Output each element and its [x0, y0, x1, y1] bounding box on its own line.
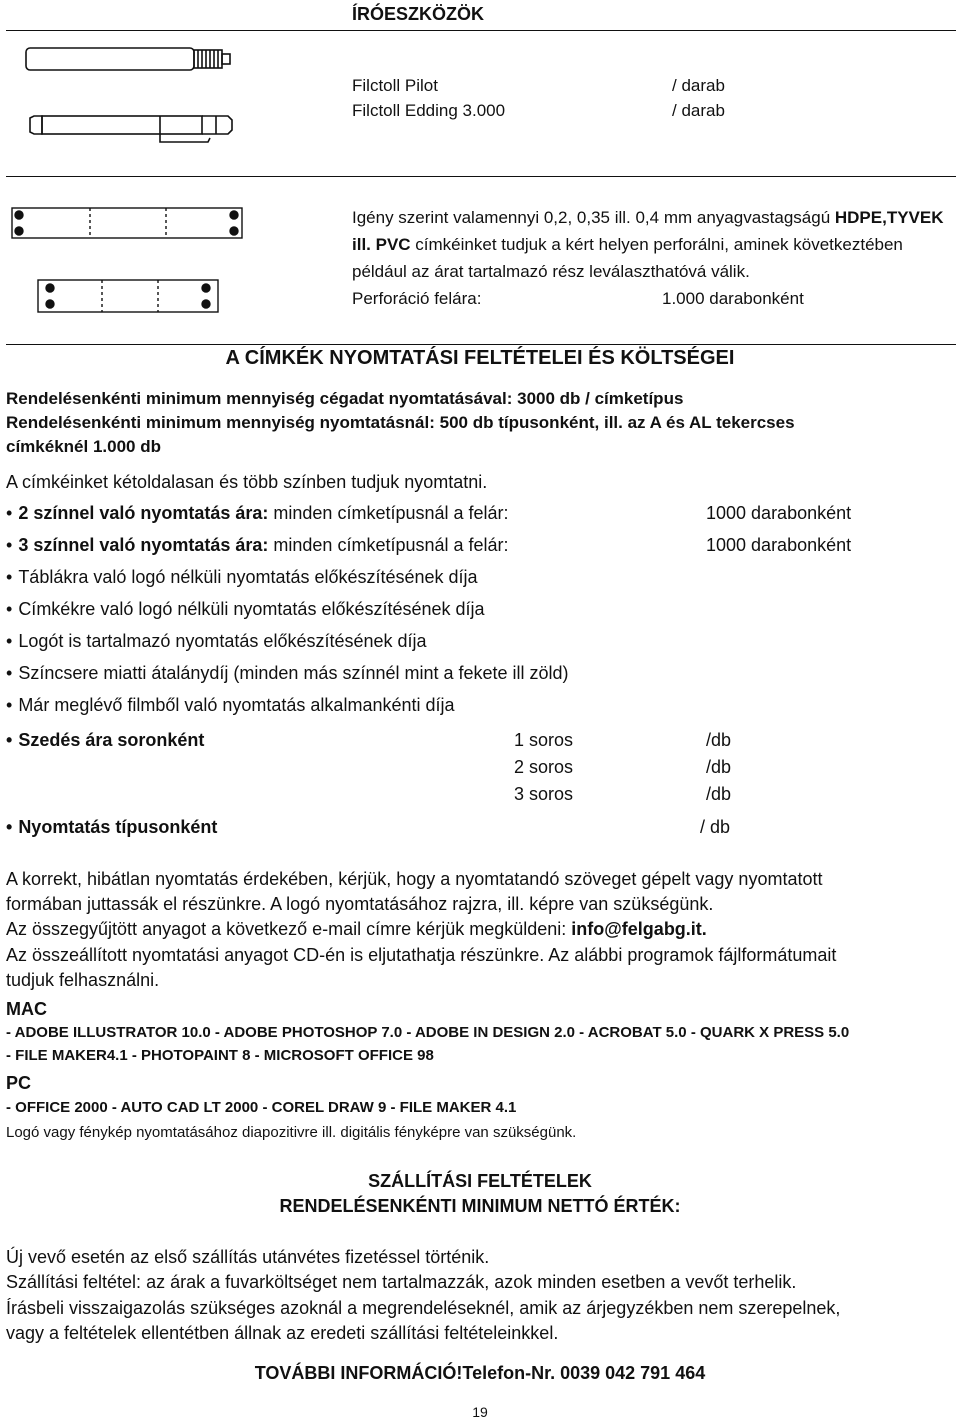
mac-programs-line1: - ADOBE ILLUSTRATOR 10.0 - ADOBE PHOTOSHOP 7.0 - ADOBE IN DESIGN 2.0 - ACROBAT 5.0 - QUARK X PRESS 5.0	[6, 1024, 850, 1041]
mac-programs-line2: - FILE MAKER4.1 - PHOTOPAINT 8 - MICROSOFT OFFICE 98	[6, 1047, 434, 1064]
divider	[6, 344, 956, 345]
minimum-quantity-print-b: címkéknél 1.000 db	[6, 437, 161, 456]
three-color-value: 1000 darabonként	[706, 535, 852, 555]
markers-illustration	[20, 40, 240, 140]
notes-paragraph-3b: tudjuk felhasználni.	[6, 970, 160, 990]
divider	[6, 30, 956, 31]
shipping-line-4: vagy a feltételek ellentétben állnak az eredeti szállítási feltételeinkkel.	[6, 1323, 559, 1343]
item-name-pilot: Filctoll Pilot	[352, 76, 438, 95]
section-title-writing-tools: ÍRÓESZKÖZÖK	[352, 4, 485, 24]
typesetting-rows-2: 2 soros	[514, 757, 574, 777]
edding-marker-icon	[30, 116, 232, 142]
mac-title: MAC	[6, 999, 47, 1019]
shipping-line-1: Új vevő esetén az első szállítás utánvétes fizetéssel történik.	[6, 1247, 490, 1267]
bullet-item: • Táblákra való logó nélküli nyomtatás előkészítésének díja	[6, 567, 478, 588]
two-sided-note: A címkéinket kétoldalasan és több színben tudjuk nyomtatni.	[6, 472, 488, 492]
notes-paragraph-1a: A korrekt, hibátlan nyomtatás érdekében, kérjük, hogy a nyomtatandó szöveget gépelt vagy nyomtatott	[6, 869, 823, 889]
per-type-unit: / db	[700, 817, 731, 837]
pc-title: PC	[6, 1073, 32, 1093]
perforated-tag-icon	[38, 280, 218, 312]
shipping-title: SZÁLLÍTÁSI FELTÉTELEK	[368, 1171, 592, 1191]
typesetting-label: • Szedés ára soronként	[6, 730, 204, 751]
typesetting-unit-3: /db	[706, 784, 732, 804]
typesetting-rows-3: 3 soros	[514, 784, 574, 804]
more-info-phone: TOVÁBBI INFORMÁCIÓ!Telefon-Nr. 0039 042 791 464	[254, 1363, 706, 1383]
photo-note: Logó vagy fénykép nyomtatásához diapozitivre ill. digitális fényképre van szükségünk.	[6, 1124, 577, 1141]
shipping-subtitle: RENDELÉSENKÉNTI MINIMUM NETTÓ ÉRTÉK:	[279, 1196, 681, 1216]
bullet-item: • Címkékre való logó nélküli nyomtatás előkészítésének díja	[6, 599, 485, 620]
divider	[6, 176, 956, 177]
material-text-line1: Igény szerint valamennyi 0,2, 0,35 ill. 0,4 mm anyagvastagságú HDPE,TYVEK	[352, 208, 944, 227]
typesetting-rows-1: 1 soros	[514, 730, 574, 750]
two-color-price: • 2 színnel való nyomtatás ára: minden címketípusnál a felár:	[6, 503, 509, 524]
item-name-edding: Filctoll Edding 3.000	[352, 101, 506, 120]
pc-programs-line1: - OFFICE 2000 - AUTO CAD LT 2000 - COREL DRAW 9 - FILE MAKER 4.1	[6, 1099, 517, 1116]
perforation-label: Perforáció felára:	[352, 289, 482, 308]
notes-paragraph-3a: Az összeállított nyomtatási anyagot CD-én is eljutathatja részünkre. Az alábbi programok fájlformátumait	[6, 945, 837, 965]
perforated-label-icon	[12, 208, 242, 238]
typesetting-unit-1: /db	[706, 730, 732, 750]
material-text-line2: ill. PVC címkéinket tudjuk a kért helyen perforálni, aminek következtében	[352, 235, 903, 254]
typesetting-unit-2: /db	[706, 757, 732, 777]
pilot-marker-icon	[26, 48, 230, 70]
notes-email-line: Az összegyűjtött anyagot a következő e-mail címre kérjük megküldeni: info@felgabg.it.	[6, 919, 707, 939]
item-unit-pilot: / darab	[672, 76, 725, 95]
page-number: 19	[472, 1404, 488, 1420]
three-color-price: • 3 színnel való nyomtatás ára: minden címketípusnál a felár:	[6, 535, 509, 556]
perforation-value: 1.000 darabonként	[662, 289, 804, 308]
shipping-line-3: Írásbeli visszaigazolás szükséges azoknál a megrendeléseknél, amik az árjegyzékben nem szerepelnek,	[6, 1298, 841, 1318]
bullet-item: • Már meglévő filmből való nyomtatás alkalmankénti díja	[6, 695, 455, 716]
two-color-value: 1000 darabonként	[706, 503, 852, 523]
material-text-line3: például az árat tartalmazó rész leválaszthatóvá válik.	[352, 262, 750, 281]
bullet-item: • Logót is tartalmazó nyomtatás előkészítésének díja	[6, 631, 427, 652]
per-type-label: • Nyomtatás típusonként	[6, 817, 217, 838]
printing-heading: A CÍMKÉK NYOMTATÁSI FELTÉTELEI ÉS KÖLTSÉGEI	[225, 347, 735, 369]
minimum-quantity-company: Rendelésenkénti minimum mennyiség cégadat nyomtatásával: 3000 db / címketípus	[6, 389, 684, 408]
minimum-quantity-print-a: Rendelésenkénti minimum mennyiség nyomtatásnál: 500 db típusonként, ill. az A és AL tekercses	[6, 413, 795, 432]
notes-paragraph-1b: formában juttassák el részünkre. A logó nyomtatásához rajzra, ill. képre van szükségünk.	[6, 894, 714, 914]
bullet-item: • Színcsere miatti átalánydíj (minden más színnél mint a fekete ill zöld)	[6, 663, 569, 684]
item-unit-edding: / darab	[672, 101, 725, 120]
perforation-illustration	[10, 200, 250, 320]
email-link[interactable]: info@felgabg.it.	[571, 919, 707, 939]
shipping-line-2: Szállítási feltétel: az árak a fuvarköltséget nem tartalmazzák, azok minden esetben a vevőt terhelik.	[6, 1272, 797, 1292]
